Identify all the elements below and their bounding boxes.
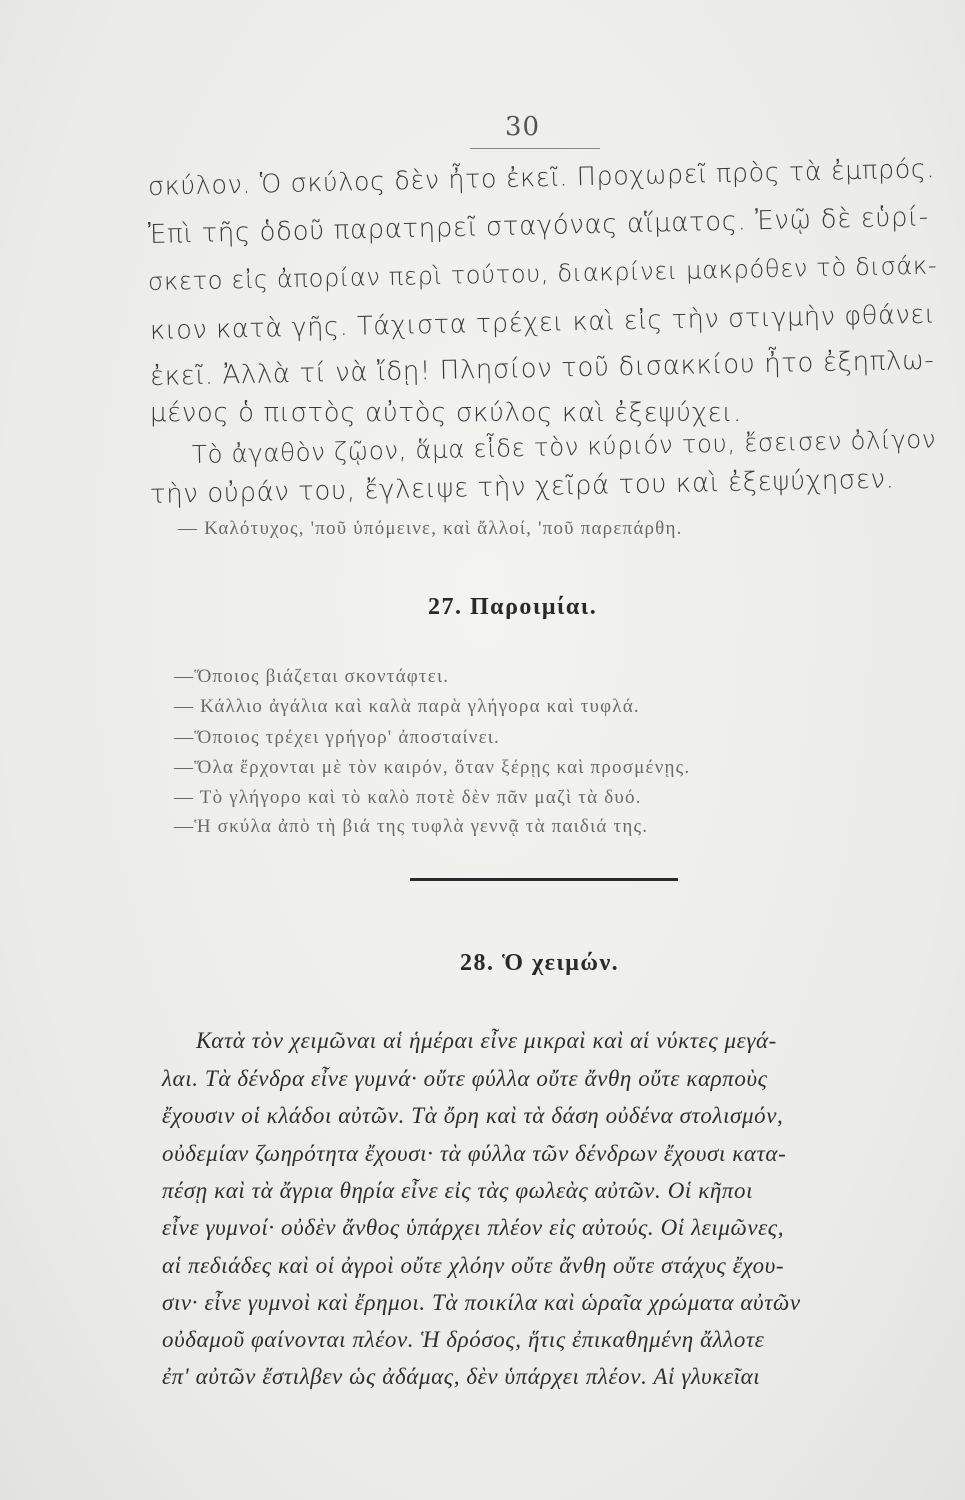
winter-line: Κατὰ τὸν χειμῶναι αἱ ἡμέραι εἶνε μικραὶ καὶ αἱ νύκτες μεγά- [196,1028,777,1053]
proverb: —Ὅποιος βιάζεται σκοντάφτει. [174,666,450,687]
header-rule [470,148,600,149]
story-line: Ἐπὶ τῆς ὁδοῦ παρατηρεῖ σταγόνας αἵματος. Ἐνῷ δὲ εὑρί- [147,202,930,250]
story-line: ἐκεῖ. Ἀλλὰ τί νὰ ἴδῃ! Πλησίον τοῦ δισακκίου ἦτο ἐξηπλω- [149,345,935,392]
section-28-title: 28. Ὁ χειμών. [460,950,620,976]
winter-line: οὐδαμοῦ φαίνονται πλέον. Ἡ δρόσος, ἥτις ἐπικαθημένη ἄλλοτε [162,1327,765,1352]
closing-line: — Καλότυχος, 'ποῦ ὑπόμεινε, καὶ ἄλλοί, 'ποῦ παρεπάρθη. [178,518,683,539]
winter-line: ἐπ' αὐτῶν ἔστιλβεν ὡς ἀδάμας, δὲν ὑπάρχει πλέον. Αἱ γλυκεῖαι [162,1364,761,1389]
proverb: — Τὸ γλήγορο καὶ τὸ καλὸ ποτὲ δὲν πᾶν μαζὶ τὰ δυό. [174,787,642,808]
story-line: μένος ὁ πιστὸς αὐτὸς σκύλος καὶ ἐξεψύχει. [150,398,742,428]
winter-line: αἱ πεδιάδες καὶ οἱ ἀγροὶ οὔτε χλόην οὔτε ἄνθη οὔτε στάχυς ἔχου- [162,1253,785,1278]
section-divider [410,878,678,881]
proverb: —Ἡ σκύλα ἀπὸ τὴ βιά της τυφλὰ γεννᾷ τὰ παιδιά της. [174,816,649,837]
winter-line: σιν· εἶνε γυμνοὶ καὶ ἔρημοι. Τὰ ποικίλα καὶ ὡραῖα χρώματα αὐτῶν [162,1290,801,1315]
section-27-title: 27. Παροιμίαι. [428,594,598,620]
story-line: κιον κατὰ γῆς. Τάχιστα τρέχει καὶ εἰς τὴν στιγμὴν φθάνει [149,299,936,346]
story-line: Τὸ ἀγαθὸν ζῷον, ἅμα εἶδε τὸν κύριόν του, ἔσεισεν ὀλίγον [191,424,937,469]
proverb: — Κάλλιο ἀγάλια καὶ καλὰ παρὰ γλήγορα καὶ τυφλά. [174,696,640,717]
winter-line: οὐδεμίαν ζωηρότητα ἔχουσι· τὰ φύλλα τῶν δένδρων ἔχουσι κατα- [162,1141,787,1166]
story-line: τὴν οὐράν του, ἔγλειψε τὴν χεῖρά του καὶ ἐξεψύχησεν. [149,464,895,510]
winter-line: λαι. Τὰ δένδρα εἶνε γυμνά· οὔτε φύλλα οὔτε ἄνθη οὔτε καρποὺς [162,1066,768,1091]
story-line: σκύλον. Ὁ σκύλος δὲν ἦτο ἐκεῖ. Προχωρεῖ πρὸς τὰ ἐμπρός. [147,154,936,202]
winter-line: πέσῃ καὶ τὰ ἄγρια θηρία εἶνε εἰς τὰς φωλεὰς αὐτῶν. Οἱ κῆποι [162,1178,754,1203]
proverb: —Ὅλα ἔρχονται μὲ τὸν καιρόν, ὅταν ξέρῃς καὶ προσμένῃς. [174,757,691,778]
winter-line: εἶνε γυμνοί· οὐδὲν ἄνθος ὑπάρχει πλέον εἰς αὐτούς. Οἱ λειμῶνες, [162,1215,785,1240]
proverb: —Ὅποιος τρέχει γρήγορ' ἀποσταίνει. [174,727,501,748]
page-number: 30 [505,112,541,142]
story-line: σκετο εἰς ἀπορίαν περὶ τούτου, διακρίνει μακρόθεν τὸ δισάκ- [147,251,938,296]
winter-line: ἔχουσιν οἱ κλάδοι αὐτῶν. Τὰ ὄρη καὶ τὰ δάση οὐδένα στολισμόν, [162,1103,784,1128]
